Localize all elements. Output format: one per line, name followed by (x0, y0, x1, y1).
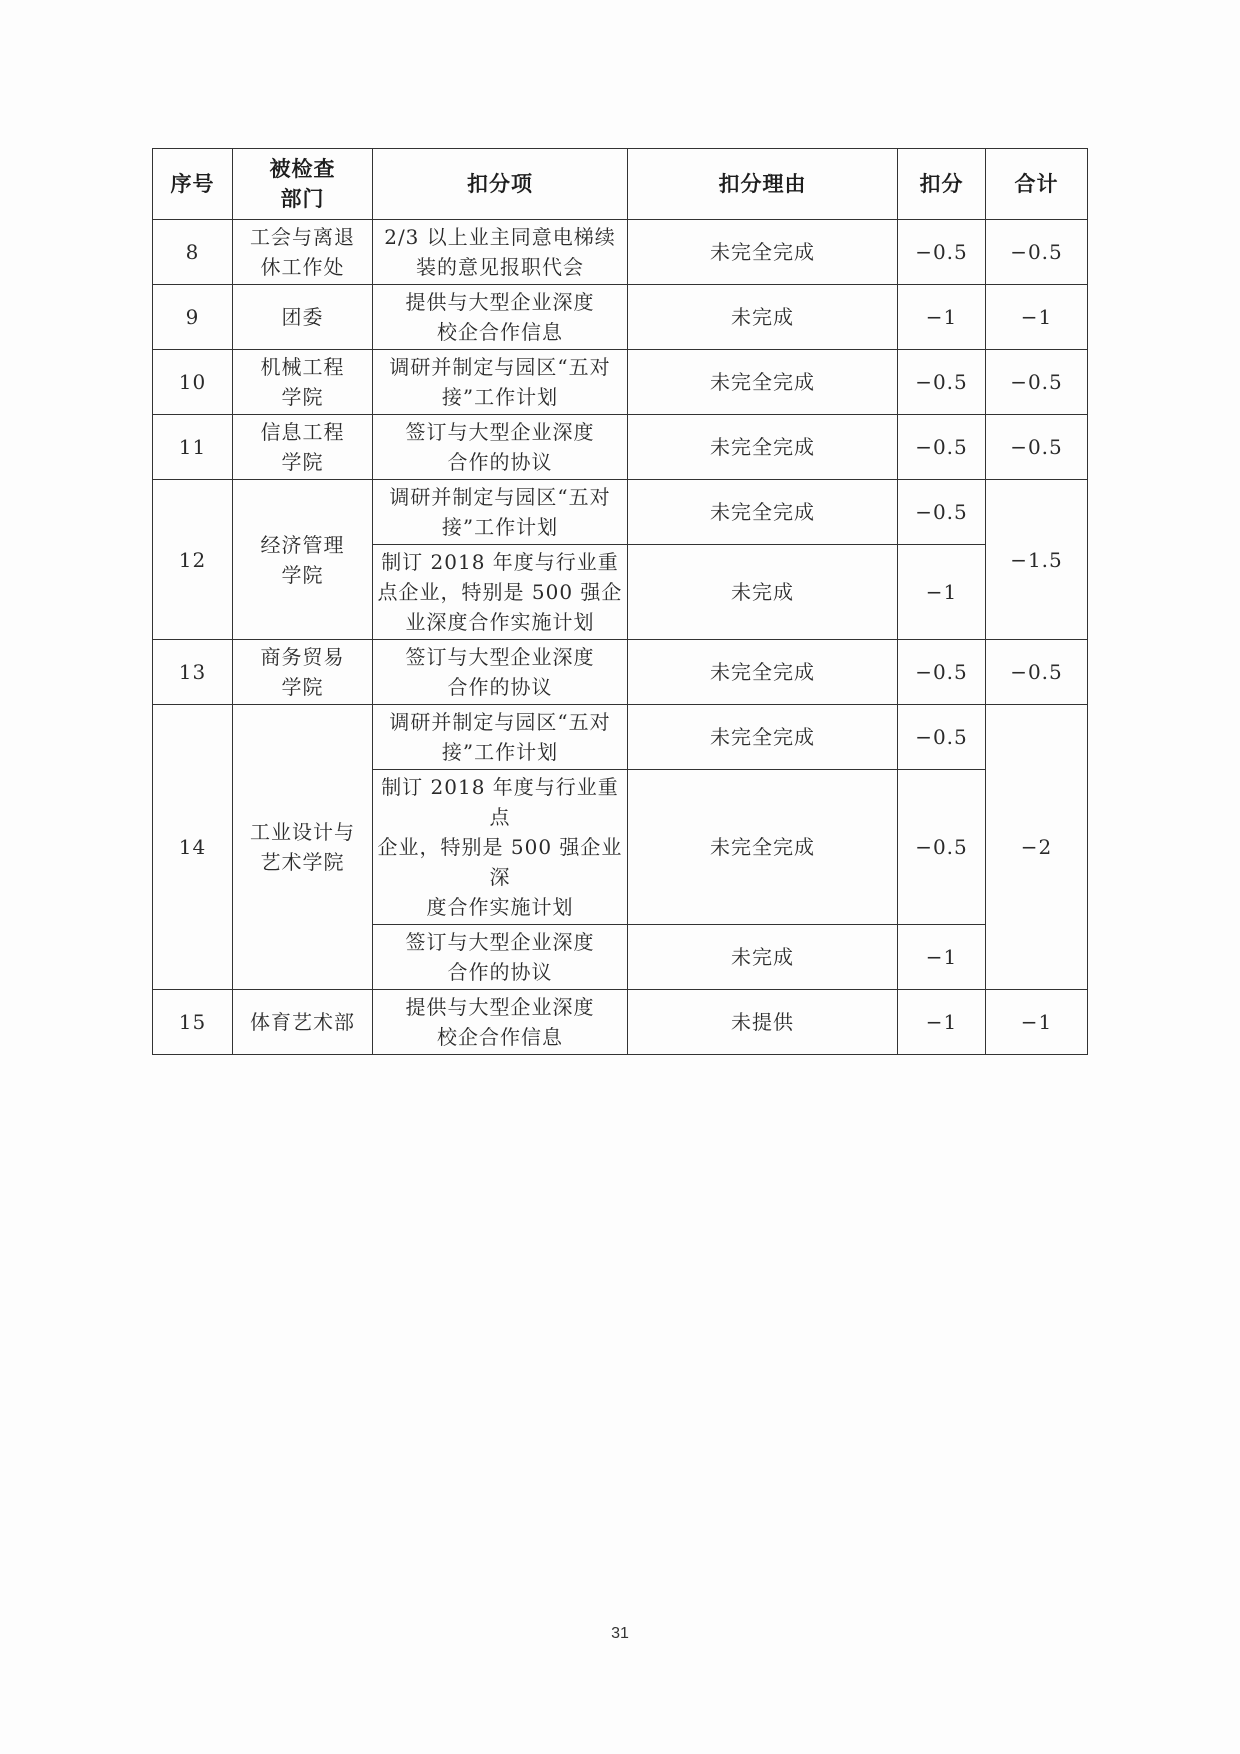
deduction-score-cell: −0.5 (898, 350, 986, 415)
deduction-reason-cell: 未完全完成 (628, 770, 898, 925)
deduction-score-cell: −0.5 (898, 640, 986, 705)
table-body (153, 220, 1088, 1055)
department-cell: 体育艺术部 (233, 990, 373, 1055)
deduction-item-cell: 制订 2018 年度与行业重点 企业，特别是 500 强企业深 度合作实施计划 (373, 770, 628, 925)
total-cell: −2 (986, 705, 1088, 990)
deduction-reason-cell: 未完成 (628, 925, 898, 990)
header-item: 扣分项 (373, 149, 628, 220)
header-no: 序号 (153, 149, 233, 220)
department-cell: 经济管理 学院 (233, 480, 373, 640)
row-number-cell: 9 (153, 285, 233, 350)
header-dept: 被检查 部门 (233, 149, 373, 220)
department-cell: 工会与离退 休工作处 (233, 220, 373, 285)
total-cell: −0.5 (986, 350, 1088, 415)
deduction-item-cell: 提供与大型企业深度 校企合作信息 (373, 285, 628, 350)
deduction-score-cell: −0.5 (898, 705, 986, 770)
deduction-reason-cell: 未完全完成 (628, 480, 898, 545)
total-cell: −0.5 (986, 220, 1088, 285)
table-row (153, 705, 1088, 770)
table-row (153, 350, 1088, 415)
row-number-cell: 14 (153, 705, 233, 990)
deduction-item-cell: 提供与大型企业深度 校企合作信息 (373, 990, 628, 1055)
total-cell: −1.5 (986, 480, 1088, 640)
deduction-score-cell: −0.5 (898, 480, 986, 545)
deduction-item-cell: 签订与大型企业深度 合作的协议 (373, 415, 628, 480)
deduction-reason-cell: 未完成 (628, 545, 898, 640)
deduction-item-cell: 调研并制定与园区“五对 接”工作计划 (373, 350, 628, 415)
table-row (153, 640, 1088, 705)
deduction-reason-cell: 未完全完成 (628, 640, 898, 705)
total-cell: −1 (986, 285, 1088, 350)
deduction-item-cell: 调研并制定与园区“五对 接”工作计划 (373, 705, 628, 770)
department-cell: 商务贸易 学院 (233, 640, 373, 705)
table-row (153, 990, 1088, 1055)
total-cell: −0.5 (986, 415, 1088, 480)
table-header-row (153, 149, 1088, 220)
page-number: 31 (611, 1625, 629, 1642)
table-row (153, 285, 1088, 350)
deduction-table (152, 148, 1088, 1055)
total-cell: −0.5 (986, 640, 1088, 705)
table-row (153, 220, 1088, 285)
header-total: 合计 (986, 149, 1088, 220)
total-cell: −1 (986, 990, 1088, 1055)
deduction-reason-cell: 未完全完成 (628, 350, 898, 415)
row-number-cell: 8 (153, 220, 233, 285)
deduction-reason-cell: 未完全完成 (628, 705, 898, 770)
deduction-item-cell: 签订与大型企业深度 合作的协议 (373, 640, 628, 705)
table-row (153, 415, 1088, 480)
deduction-item-cell: 2/3 以上业主同意电梯续 装的意见报职代会 (373, 220, 628, 285)
header-score: 扣分 (898, 149, 986, 220)
deduction-reason-cell: 未提供 (628, 990, 898, 1055)
department-cell: 工业设计与 艺术学院 (233, 705, 373, 990)
deduction-reason-cell: 未完全完成 (628, 220, 898, 285)
row-number-cell: 12 (153, 480, 233, 640)
deduction-item-cell: 调研并制定与园区“五对 接”工作计划 (373, 480, 628, 545)
deduction-score-cell: −1 (898, 925, 986, 990)
row-number-cell: 13 (153, 640, 233, 705)
deduction-reason-cell: 未完成 (628, 285, 898, 350)
deduction-score-cell: −0.5 (898, 415, 986, 480)
deduction-score-cell: −0.5 (898, 220, 986, 285)
department-cell: 团委 (233, 285, 373, 350)
deduction-item-cell: 制订 2018 年度与行业重 点企业，特别是 500 强企 业深度合作实施计划 (373, 545, 628, 640)
department-cell: 机械工程 学院 (233, 350, 373, 415)
deduction-score-cell: −0.5 (898, 770, 986, 925)
department-cell: 信息工程 学院 (233, 415, 373, 480)
row-number-cell: 10 (153, 350, 233, 415)
table-row (153, 480, 1088, 545)
deduction-item-cell: 签订与大型企业深度 合作的协议 (373, 925, 628, 990)
deduction-reason-cell: 未完全完成 (628, 415, 898, 480)
header-reason: 扣分理由 (628, 149, 898, 220)
row-number-cell: 15 (153, 990, 233, 1055)
row-number-cell: 11 (153, 415, 233, 480)
deduction-score-cell: −1 (898, 285, 986, 350)
deduction-score-cell: −1 (898, 545, 986, 640)
deduction-score-cell: −1 (898, 990, 986, 1055)
